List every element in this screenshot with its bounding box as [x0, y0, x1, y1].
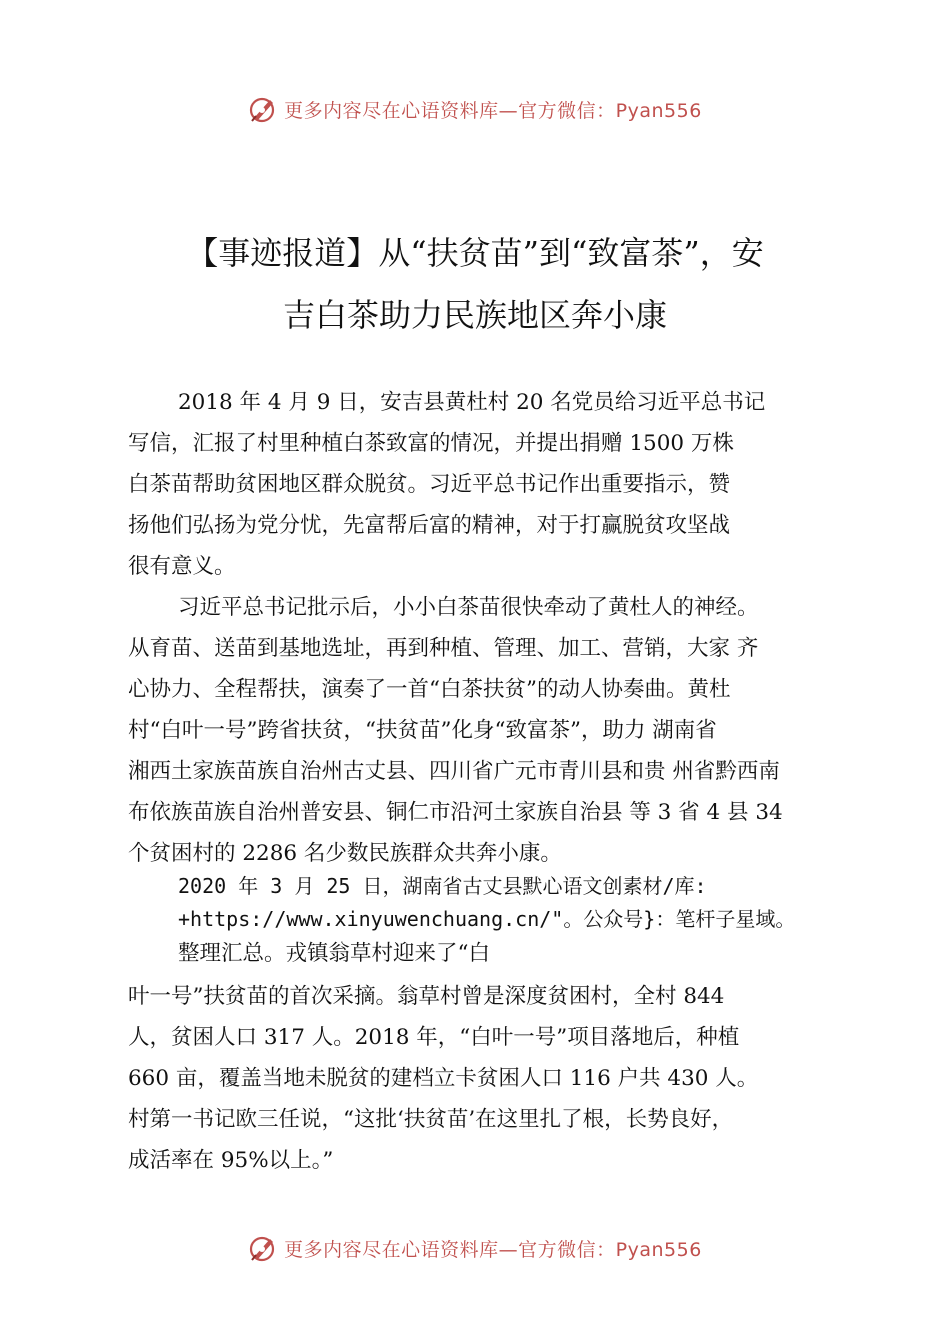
text-line: 白茶苗帮助贫困地区群众脱贫。习近平总书记作出重要指示，赞	[128, 472, 731, 497]
text-line: 从育苗、送苗到基地选址，再到种植、管理、加工、营销，大家 齐	[128, 636, 759, 661]
text-line: 成活率在 95%以上。”	[128, 1148, 334, 1173]
footer-banner-text: 更多内容尽在心语资料库—官方微信：Pyan556	[284, 1238, 702, 1261]
text-line: 布依族苗族自治州普安县、铜仁市沿河土家族自治县 等 3 省 4 县 34	[128, 800, 783, 825]
paragraph-3	[178, 870, 878, 971]
text-line: 2018 年 4 月 9 日，安吉县黄杜村 20 名党员给习近平总书记	[178, 390, 766, 415]
text-line: 很有意义。	[128, 554, 236, 579]
text-line: 整理汇总。戎镇翁草村迎来了“白	[178, 941, 490, 966]
header-banner	[0, 94, 950, 124]
article-title	[110, 222, 840, 346]
text-line: 村“白叶一号”跨省扶贫，“扶贫苗”化身“致富茶”，助力 湖南省	[128, 718, 717, 743]
paragraph-1	[128, 382, 868, 587]
footer-banner	[0, 1233, 950, 1263]
text-line: 人，贫困人口 317 人。2018 年，“白叶一号”项目落地后，种植	[128, 1025, 740, 1050]
header-banner-text: 更多内容尽在心语资料库—官方微信：Pyan556	[284, 99, 702, 122]
text-line: 习近平总书记批示后，小小白茶苗很快牵动了黄杜人的神经。	[178, 595, 759, 620]
text-line: 扬他们弘扬为党分忧，先富帮后富的精神，对于打赢脱贫攻坚战	[128, 513, 731, 538]
text-line: +https://www.xinyuwenchuang.cn/"。公众号}：笔杆子星域。	[178, 907, 796, 931]
quill-pen-logo-icon	[248, 94, 278, 124]
text-line: 叶一号”扶贫苗的首次采摘。翁草村曾是深度贫困村，全村 844	[128, 984, 725, 1009]
text-line: 个贫困村的 2286 名少数民族群众共奔小康。	[128, 841, 562, 866]
title-line-2: 吉白茶助力民族地区奔小康	[282, 296, 667, 334]
text-line: 心协力、全程帮扶，演奏了一首“白茶扶贫”的动人协奏曲。黄杜	[128, 677, 731, 702]
text-line: 村第一书记欧三任说，“这批‘扶贫苗’在这里扎了根，长势良好，	[128, 1107, 734, 1132]
quill-pen-logo-icon	[248, 1233, 278, 1263]
paragraph-2	[128, 587, 868, 874]
text-line: 660 亩，覆盖当地未脱贫的建档立卡贫困人口 116 户共 430 人。	[128, 1066, 759, 1091]
text-line: 2020 年 3 月 25 日，湖南省古丈县默心语文创素材/库:	[178, 874, 707, 898]
text-line: 湘西土家族苗族自治州古丈县、四川省广元市青川县和贵 州省黔西南	[128, 759, 780, 784]
paragraph-4	[128, 976, 868, 1181]
title-line-1: 【事迹报道】从“扶贫苗”到“致富茶”，安	[186, 234, 764, 272]
text-line: 写信，汇报了村里种植白茶致富的情况，并提出捐赠 1500 万株	[128, 431, 734, 456]
